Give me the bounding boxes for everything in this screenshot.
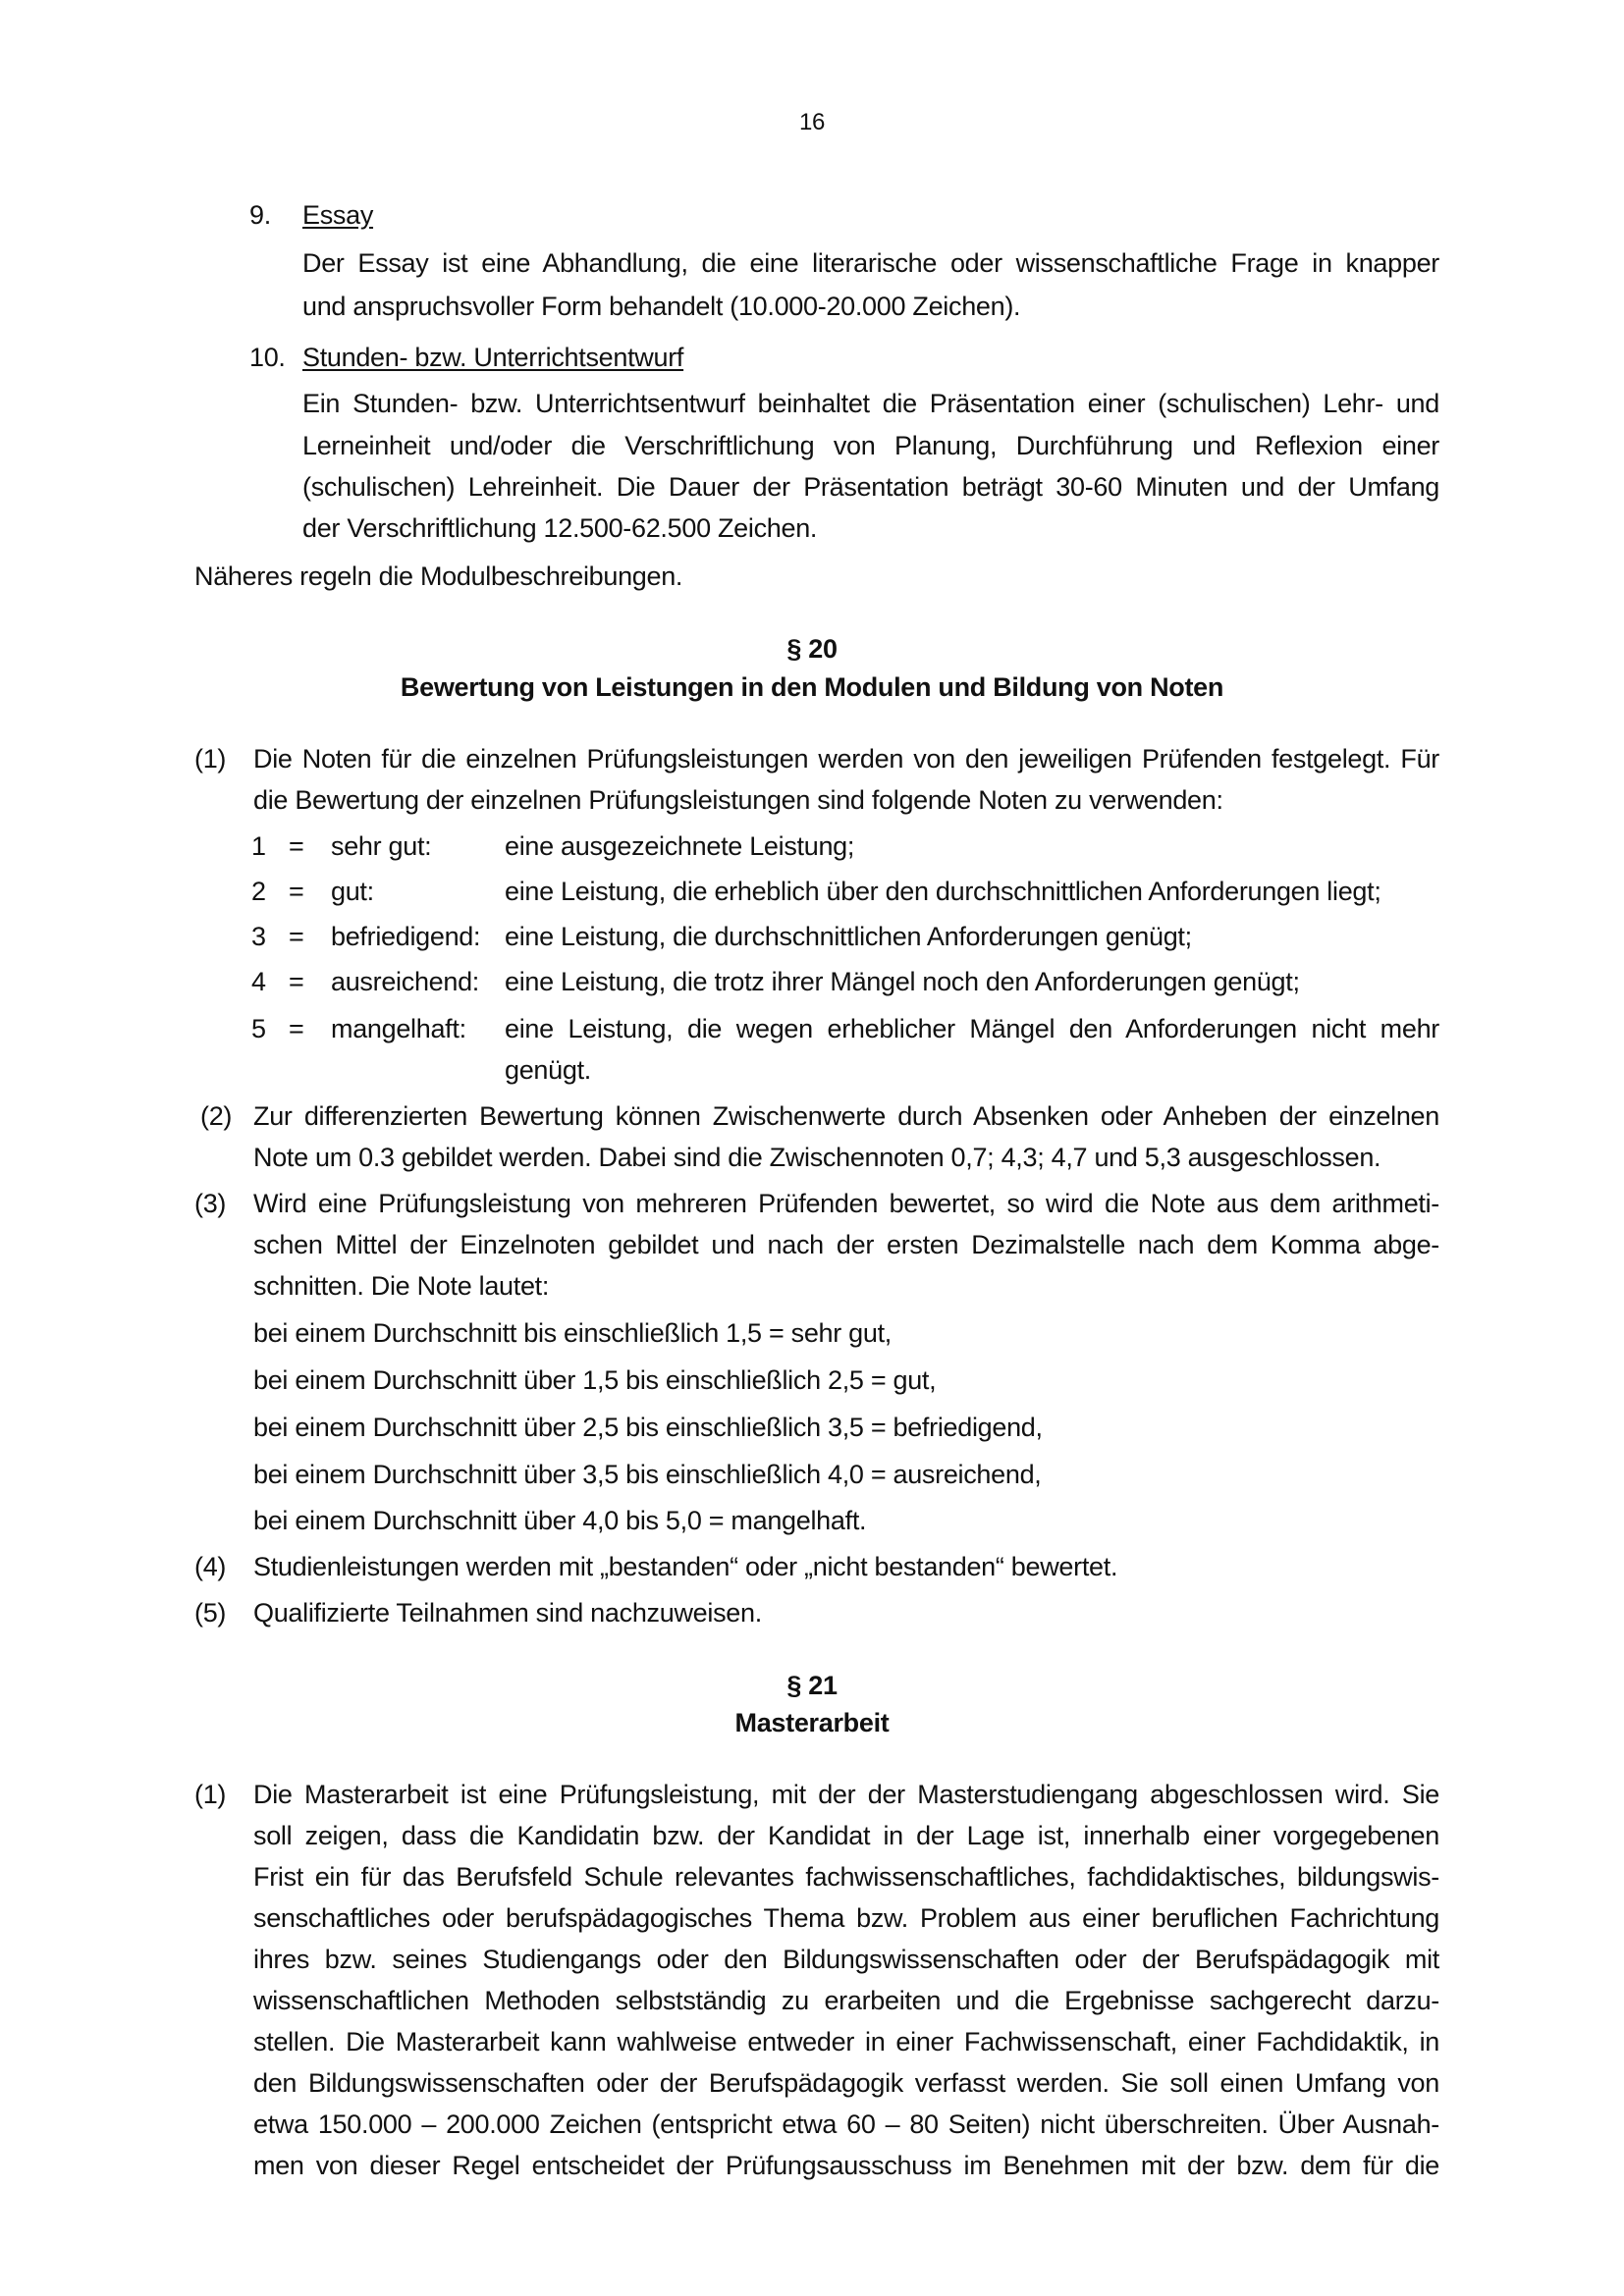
list-item-text-line: Ein Stunden- bzw. Unterrichtsentwurf beinhaltet die Präsentation einer (schulischen) Lehr- und	[302, 389, 1439, 418]
paragraph-line: Die Noten für die einzelnen Prüfungsleistungen werden von den jeweiligen Prüfenden festgelegt. Für	[253, 744, 1439, 774]
closing-note: Näheres regeln die Modulbeschreibungen.	[194, 561, 683, 591]
list-item-number: 9.	[249, 200, 271, 230]
list-item-text-line: der Verschriftlichung 12.500-62.500 Zeichen.	[302, 513, 818, 543]
grade-description: eine Leistung, die wegen erheblicher Mängel den Anforderungen nicht mehr	[505, 1014, 1439, 1043]
grade-equals: =	[289, 922, 304, 951]
grade-description: eine ausgezeichnete Leistung;	[505, 831, 855, 861]
grade-number: 2	[251, 877, 266, 906]
list-item-number: 10.	[249, 343, 286, 372]
grade-number: 3	[251, 922, 266, 951]
grade-name: befriedigend:	[331, 922, 481, 951]
grade-description: eine Leistung, die erheblich über den durchschnittlichen Anforderungen liegt;	[505, 877, 1381, 906]
grade-name: mangelhaft:	[331, 1014, 466, 1043]
grade-equals: =	[289, 967, 304, 996]
section-number: § 20	[786, 634, 838, 664]
paragraph-line: die Bewertung der einzelnen Prüfungsleistungen sind folgende Noten zu verwenden:	[253, 785, 1223, 815]
paragraph-line: soll zeigen, dass die Kandidatin bzw. der Kandidat in der Lage ist, innerhalb einer vorgegebenen	[253, 1821, 1439, 1850]
list-item-title: Stunden- bzw. Unterrichtsentwurf	[302, 343, 684, 372]
paragraph-line: den Bildungswissenschaften oder der Berufspädagogik verfasst werden. Sie soll einen Umfang von	[253, 2068, 1439, 2098]
grade-name: gut:	[331, 877, 374, 906]
paragraph-line: stellen. Die Masterarbeit kann wahlweise entweder in einer Fachwissenschaft, einer Fachdidaktik, in	[253, 2027, 1439, 2056]
section-title: Masterarbeit	[734, 1708, 890, 1737]
grade-description: eine Leistung, die trotz ihrer Mängel noch den Anforderungen genügt;	[505, 967, 1300, 996]
paragraph-line: men von dieser Regel entscheidet der Prüfungsausschuss im Benehmen mit der bzw. dem für die	[253, 2151, 1439, 2180]
grade-number: 5	[251, 1014, 266, 1043]
grade-range: bei einem Durchschnitt über 3,5 bis einschließlich 4,0 = ausreichend,	[253, 1460, 1042, 1489]
grade-equals: =	[289, 831, 304, 861]
grade-number: 1	[251, 831, 266, 861]
grade-equals: =	[289, 1014, 304, 1043]
section-title: Bewertung von Leistungen in den Modulen und Bildung von Noten	[400, 672, 1224, 702]
paragraph-line: ihres bzw. seines Studiengangs oder den Bildungswissenschaften oder der Berufspädagogik mit	[253, 1945, 1439, 1974]
paragraph-label: (5)	[194, 1598, 227, 1628]
grade-name: ausreichend:	[331, 967, 480, 996]
paragraph-line: schen Mittel der Einzelnoten gebildet und nach der ersten Dezimalstelle nach dem Komma abge-	[253, 1230, 1439, 1259]
paragraph-line: Zur differenzierten Bewertung können Zwischenwerte durch Absenken oder Anheben der einzelnen	[253, 1101, 1439, 1131]
grade-range: bei einem Durchschnitt bis einschließlich 1,5 = sehr gut,	[253, 1318, 892, 1348]
paragraph-label: (4)	[194, 1552, 227, 1581]
paragraph-line: schnitten. Die Note lautet:	[253, 1271, 550, 1301]
paragraph-label: (1)	[194, 744, 227, 774]
grade-range: bei einem Durchschnitt über 4,0 bis 5,0 = mangelhaft.	[253, 1506, 867, 1535]
paragraph-line: Note um 0.3 gebildet werden. Dabei sind die Zwischennoten 0,7; 4,3; 4,7 und 5,3 ausgeschlossen.	[253, 1143, 1381, 1172]
section-number: § 21	[786, 1671, 838, 1700]
paragraph-line: Qualifizierte Teilnahmen sind nachzuweisen.	[253, 1598, 762, 1628]
paragraph-label: (2)	[200, 1101, 233, 1131]
paragraph-line: Studienleistungen werden mit „bestanden“ oder „nicht bestanden“ bewertet.	[253, 1552, 1118, 1581]
paragraph-line: Die Masterarbeit ist eine Prüfungsleistung, mit der der Masterstudiengang abgeschlossen wird. Sie	[253, 1780, 1439, 1809]
grade-range: bei einem Durchschnitt über 2,5 bis einschließlich 3,5 = befriedigend,	[253, 1413, 1043, 1442]
list-item-text-line: Lerneinheit und/oder die Verschriftlichung von Planung, Durchführung und Reflexion einer	[302, 431, 1439, 460]
list-item-title: Essay	[302, 200, 374, 230]
grade-name: sehr gut:	[331, 831, 432, 861]
grade-equals: =	[289, 877, 304, 906]
paragraph-label: (3)	[194, 1189, 227, 1218]
grade-number: 4	[251, 967, 266, 996]
page-number: 16	[798, 109, 826, 135]
paragraph-label: (1)	[194, 1780, 227, 1809]
paragraph-line: senschaftliches oder berufspädagogisches Thema bzw. Problem aus einer beruflichen Fachrichtung	[253, 1903, 1439, 1933]
list-item-text-line: Der Essay ist eine Abhandlung, die eine literarische oder wissenschaftliche Frage in knapper	[302, 248, 1439, 278]
grade-description-continued: genügt.	[505, 1055, 591, 1085]
list-item-text-line: und anspruchsvoller Form behandelt (10.000-20.000 Zeichen).	[302, 292, 1021, 321]
list-item-text-line: (schulischen) Lehreinheit. Die Dauer der Präsentation beträgt 30-60 Minuten und der Umfang	[302, 472, 1439, 502]
grade-range: bei einem Durchschnitt über 1,5 bis einschließlich 2,5 = gut,	[253, 1365, 937, 1395]
paragraph-line: wissenschaftlichen Methoden selbstständig zu erarbeiten und die Ergebnisse sachgerecht darzu-	[253, 1986, 1439, 2015]
paragraph-line: Frist ein für das Berufsfeld Schule relevantes fachwissenschaftliches, fachdidaktisches, bildungswis-	[253, 1862, 1439, 1892]
paragraph-line: etwa 150.000 – 200.000 Zeichen (entspricht etwa 60 – 80 Seiten) nicht überschreiten. Über Ausnah-	[253, 2109, 1439, 2139]
grade-description: eine Leistung, die durchschnittlichen Anforderungen genügt;	[505, 922, 1192, 951]
paragraph-line: Wird eine Prüfungsleistung von mehreren Prüfenden bewertet, so wird die Note aus dem arithmeti-	[253, 1189, 1439, 1218]
